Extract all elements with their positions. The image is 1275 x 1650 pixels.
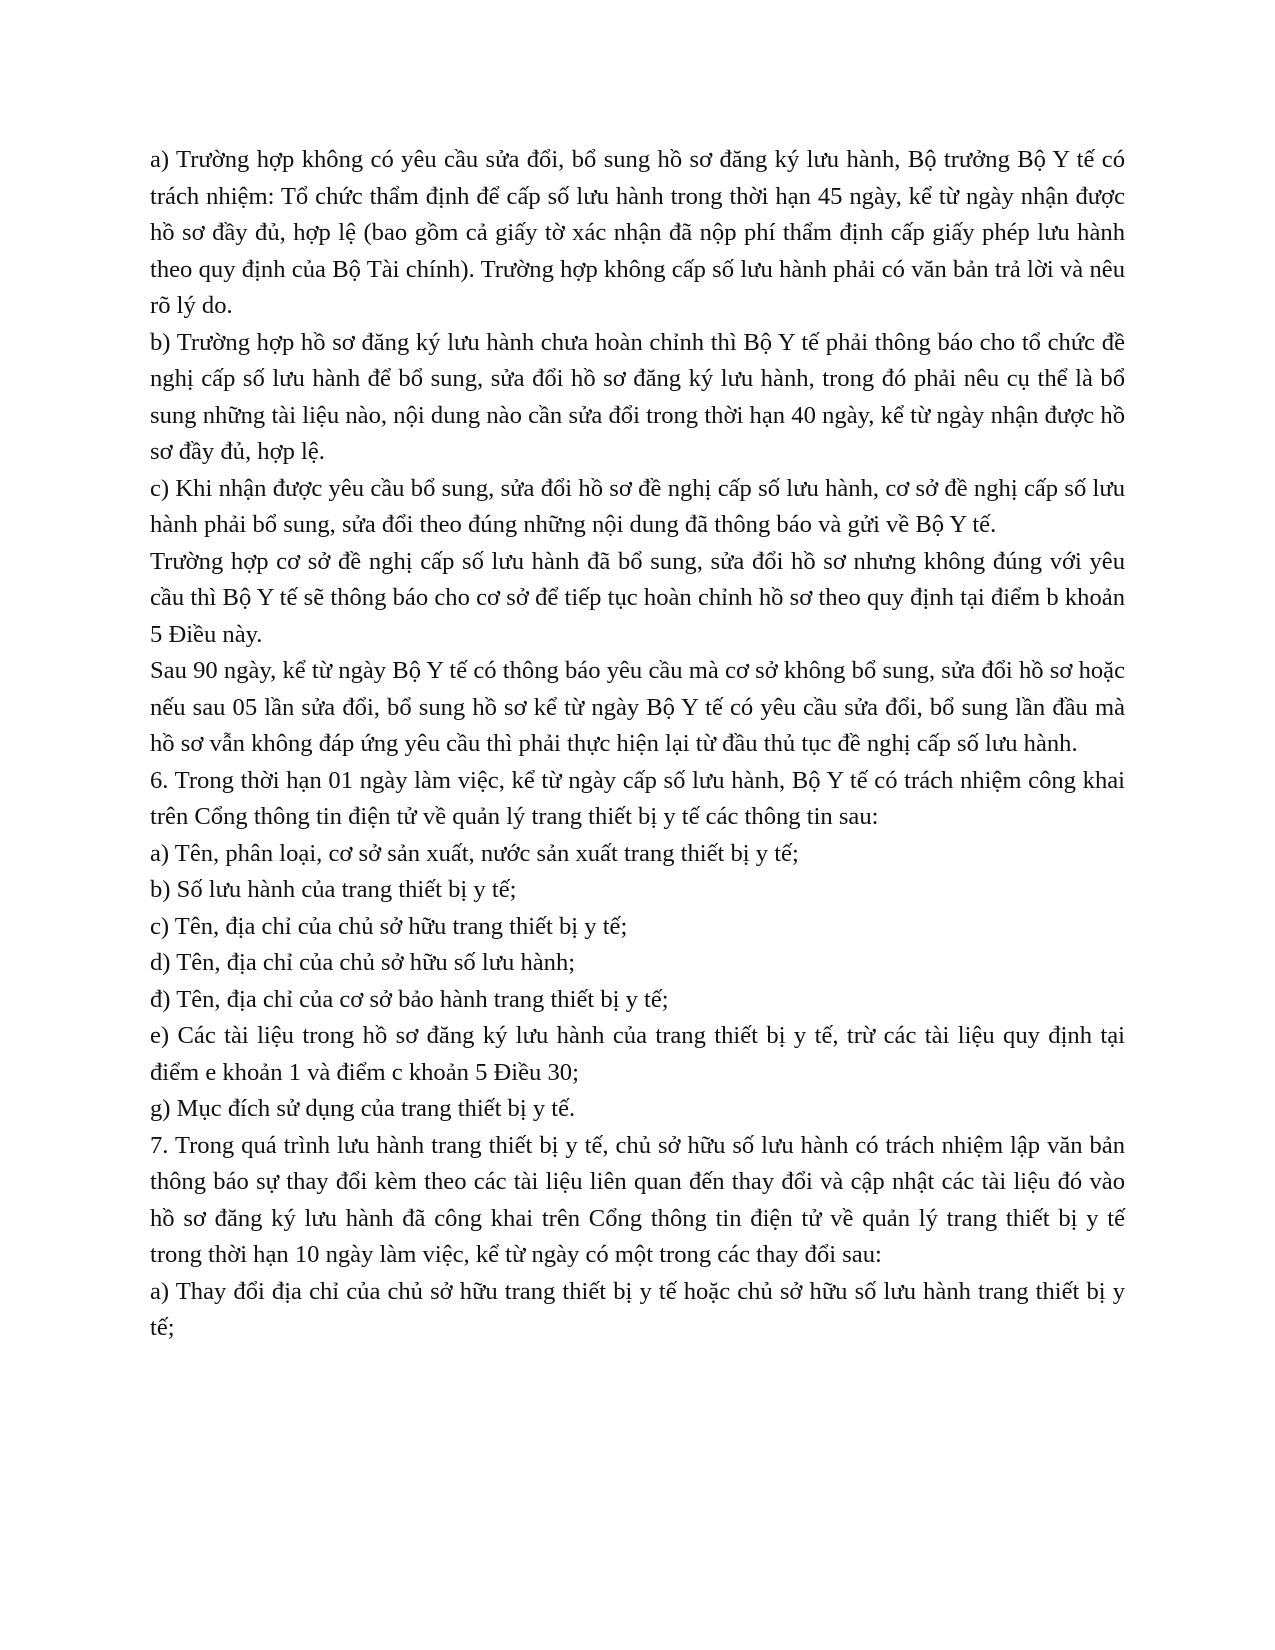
paragraph-5c-incomplete-case: Trường hợp cơ sở đề nghị cấp số lưu hành đã bổ sung, sửa đổi hồ sơ nhưng không đúng với yêu cầu thì Bộ Y tế sẽ thông báo cho cơ sở để tiếp tục hoàn chỉnh hồ sơ theo quy định tại điểm b khoản 5 Điều này. <box>150 547 1125 648</box>
paragraph-6a: a) Tên, phân loại, cơ sở sản xuất, nước sản xuất trang thiết bị y tế; <box>150 839 799 867</box>
paragraph-6g: g) Mục đích sử dụng của trang thiết bị y tế. <box>150 1095 576 1122</box>
paragraph-6dd: đ) Tên, địa chỉ của cơ sở bảo hành trang thiết bị y tế; <box>150 985 669 1013</box>
paragraph-7: 7. Trong quá trình lưu hành trang thiết bị y tế, chủ sở hữu số lưu hành có trách nhiệm lập văn bản thông báo sự thay đổi kèm theo các tài liệu liên quan đến thay đổi và cập nhật các tài liệu đó vào hồ sơ đăng ký lưu hành đã công khai trên Cổng thông tin điện tử về quản lý trang thiết bị y tế trong thời hạn 10 ngày làm việc, kể từ ngày có một trong các thay đổi sau: <box>150 1131 1125 1268</box>
paragraph-5c: c) Khi nhận được yêu cầu bổ sung, sửa đổi hồ sơ đề nghị cấp số lưu hành, cơ sở đề nghị cấp số lưu hành phải bổ sung, sửa đổi theo đúng những nội dung đã thông báo và gửi về Bộ Y tế. <box>150 474 1125 538</box>
paragraph-5b: b) Trường hợp hồ sơ đăng ký lưu hành chưa hoàn chỉnh thì Bộ Y tế phải thông báo cho tổ chức đề nghị cấp số lưu hành để bổ sung, sửa đổi hồ sơ đăng ký lưu hành, trong đó phải nêu cụ thể là bổ sung những tài liệu nào, nội dung nào cần sửa đổi trong thời hạn 40 ngày, kể từ ngày nhận được hồ sơ đầy đủ, hợp lệ. <box>150 328 1125 465</box>
paragraph-6b: b) Số lưu hành của trang thiết bị y tế; <box>150 876 517 903</box>
paragraph-6d: d) Tên, địa chỉ của chủ sở hữu số lưu hành; <box>150 949 576 976</box>
paragraph-6: 6. Trong thời hạn 01 ngày làm việc, kể từ ngày cấp số lưu hành, Bộ Y tế có trách nhiệm công khai trên Cổng thông tin điện tử về quản lý trang thiết bị y tế các thông tin sau: <box>150 766 1125 830</box>
paragraph-6c: c) Tên, địa chỉ của chủ sở hữu trang thiết bị y tế; <box>150 912 628 940</box>
paragraph-5c-90-days: Sau 90 ngày, kể từ ngày Bộ Y tế có thông báo yêu cầu mà cơ sở không bổ sung, sửa đổi hồ sơ hoặc nếu sau 05 lần sửa đổi, bổ sung hồ sơ kể từ ngày Bộ Y tế có yêu cầu sửa đổi, bổ sung lần đầu mà hồ sơ vẫn không đáp ứng yêu cầu thì phải thực hiện lại từ đầu thủ tục đề nghị cấp số lưu hành. <box>150 657 1125 757</box>
document-page <box>150 142 1125 1347</box>
paragraph-6e: e) Các tài liệu trong hồ sơ đăng ký lưu hành của trang thiết bị y tế, trừ các tài liệu quy định tại điểm e khoản 1 và điểm c khoản 5 Điều 30; <box>150 1022 1125 1086</box>
paragraph-5a: a) Trường hợp không có yêu cầu sửa đổi, bổ sung hồ sơ đăng ký lưu hành, Bộ trưởng Bộ Y tế có trách nhiệm: Tổ chức thẩm định để cấp số lưu hành trong thời hạn 45 ngày, kể từ ngày nhận được hồ sơ đầy đủ, hợp lệ (bao gồm cả giấy tờ xác nhận đã nộp phí thẩm định cấp giấy phép lưu hành theo quy định của Bộ Tài chính). Trường hợp không cấp số lưu hành phải có văn bản trả lời và nêu rõ lý do. <box>150 146 1125 319</box>
paragraph-7a: a) Thay đổi địa chỉ của chủ sở hữu trang thiết bị y tế hoặc chủ sở hữu số lưu hành trang thiết bị y tế; <box>150 1277 1125 1341</box>
